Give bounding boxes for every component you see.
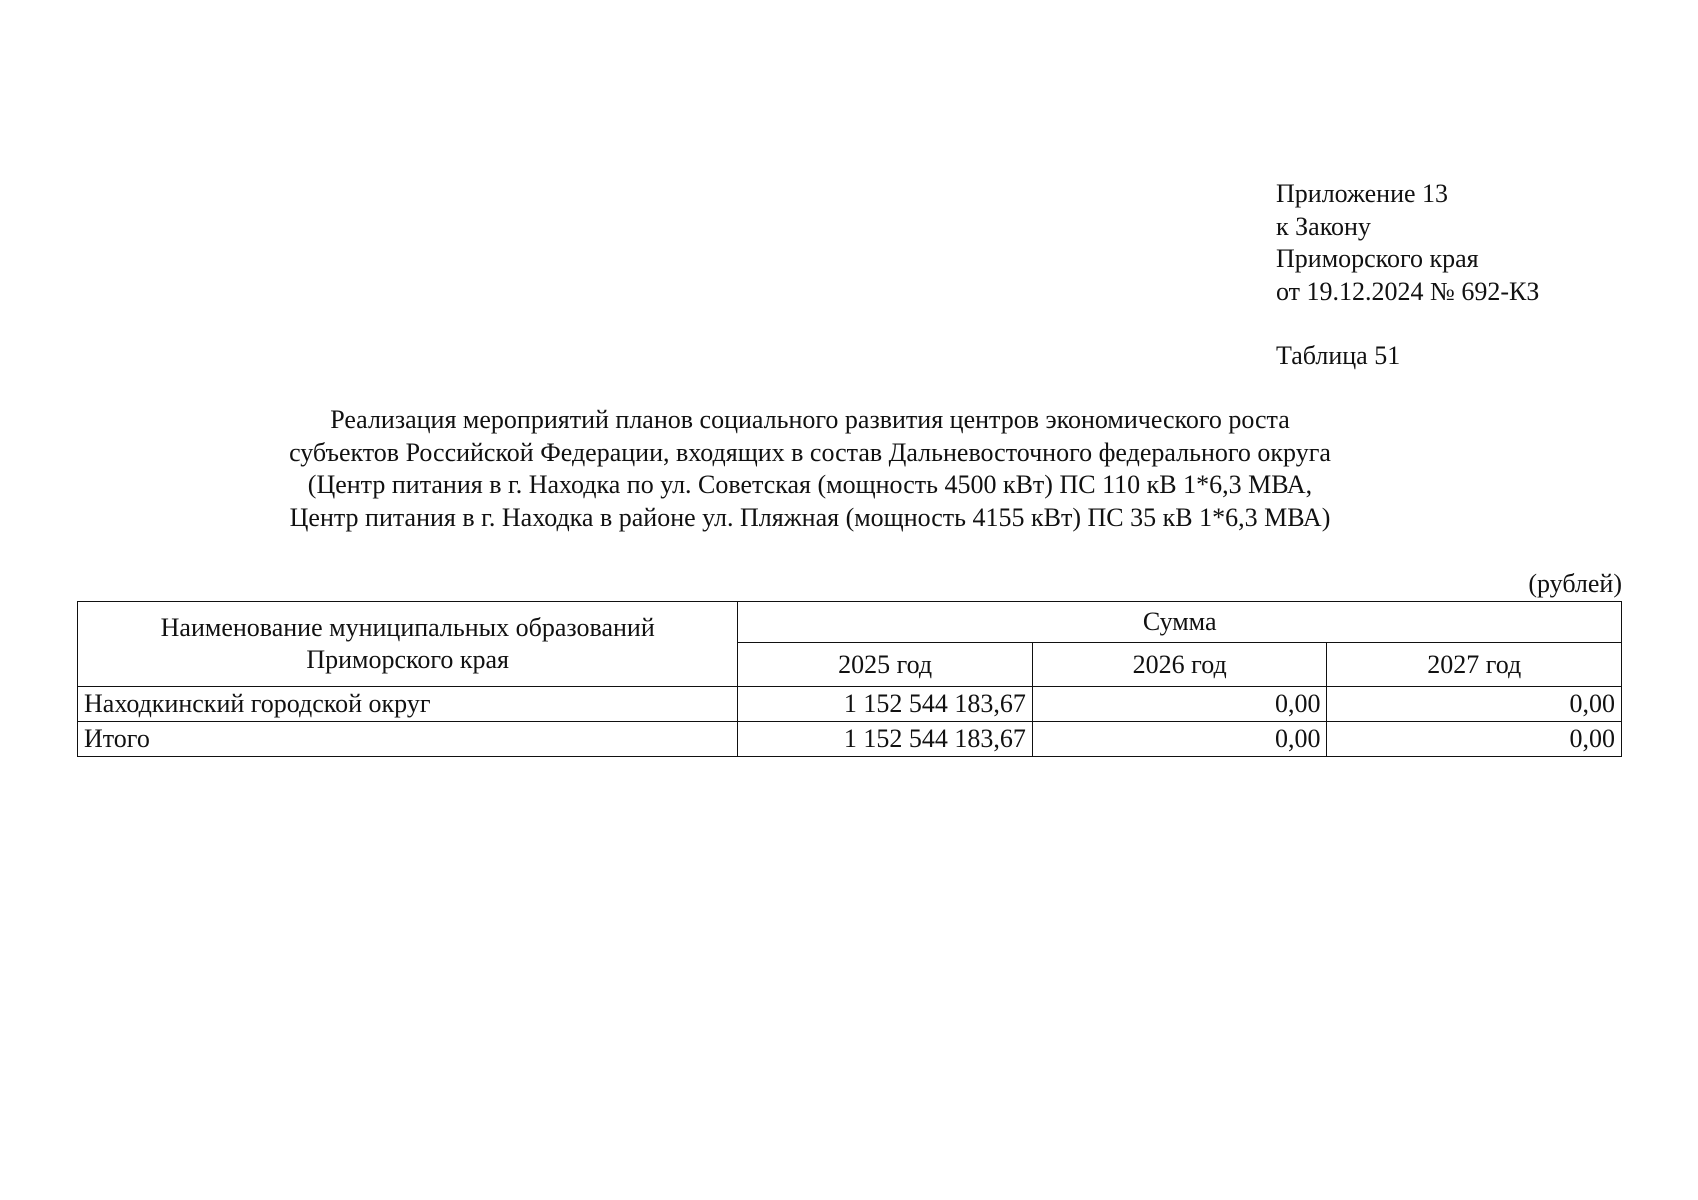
total-value-2027: 0,00 bbox=[1327, 722, 1622, 757]
total-value-2025: 1 152 544 183,67 bbox=[738, 722, 1033, 757]
row-value-2026: 0,00 bbox=[1032, 687, 1327, 722]
appendix-date-number: от 19.12.2024 № 692-КЗ bbox=[1276, 276, 1540, 306]
header-year-2026: 2026 год bbox=[1032, 643, 1327, 687]
appendix-region: Приморского края bbox=[1276, 244, 1479, 273]
table-total-row bbox=[78, 722, 1622, 757]
title-line-1: Реализация мероприятий планов социального развития центров экономического роста bbox=[330, 405, 1290, 434]
header-sum: Сумма bbox=[738, 602, 1622, 643]
header-municipality-line-2: Приморского края bbox=[306, 645, 510, 674]
title-line-4: Центр питания в г. Находка в районе ул. Пляжная (мощность 4155 кВт) ПС 35 кВ 1*6,3 МВА) bbox=[289, 502, 1331, 532]
table-number: Таблица 51 bbox=[1276, 341, 1401, 370]
table-row bbox=[78, 687, 1622, 722]
total-value-2026: 0,00 bbox=[1032, 722, 1327, 757]
appendix-number: Приложение 13 bbox=[1276, 179, 1449, 208]
appendix-block bbox=[1276, 178, 1539, 308]
header-municipality-line-1: Наименование муниципальных образований bbox=[160, 613, 655, 642]
document-title bbox=[160, 404, 1460, 534]
title-line-3: (Центр питания в г. Находка по ул. Советская (мощность 4500 кВт) ПС 110 кВ 1*6,3 МВА, bbox=[307, 470, 1313, 499]
row-municipality-name: Находкинский городской округ bbox=[78, 687, 738, 722]
header-year-2025: 2025 год bbox=[738, 643, 1033, 687]
header-municipality bbox=[78, 602, 738, 687]
header-year-2027: 2027 год bbox=[1327, 643, 1622, 687]
units-label: (рублей) bbox=[1528, 569, 1622, 598]
row-value-2025: 1 152 544 183,67 bbox=[738, 687, 1033, 722]
budget-table bbox=[77, 601, 1622, 757]
row-value-2027: 0,00 bbox=[1327, 687, 1622, 722]
appendix-law-ref: к Закону bbox=[1276, 211, 1371, 241]
table-header-row bbox=[78, 602, 1622, 643]
total-label: Итого bbox=[78, 722, 738, 757]
title-line-2: субъектов Российской Федерации, входящих в состав Дальневосточного федерального округа bbox=[289, 437, 1331, 467]
